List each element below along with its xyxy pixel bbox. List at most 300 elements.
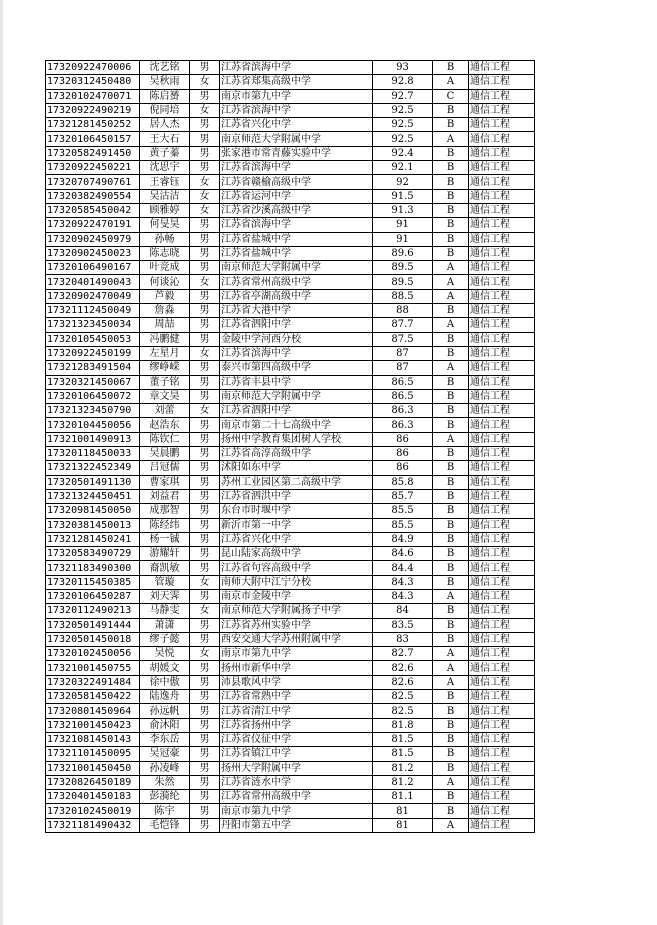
table-row [46,218,535,232]
exam-number-cell: 17320707490761 [46,175,140,189]
gender-cell: 男 [190,447,220,461]
major-cell: 通信工程 [469,361,535,375]
gender-cell: 女 [190,275,220,289]
gender-cell: 男 [190,432,220,446]
exam-number-cell: 17320401450183 [46,790,140,804]
school-cell: 江苏省镇江中学 [220,747,373,761]
grade-cell: A [433,432,469,446]
gender-cell: 男 [190,618,220,632]
student-name-cell: 陈启赟 [140,89,190,103]
table-row [46,189,535,203]
major-cell: 通信工程 [469,161,535,175]
grade-cell: B [433,804,469,818]
student-name-cell: 沈艺铭 [140,61,190,75]
score-cell: 81.5 [373,747,433,761]
student-name-cell: 顾雅婷 [140,203,190,217]
grade-cell: B [433,504,469,518]
table-row [46,289,535,303]
gender-cell: 男 [190,547,220,561]
grade-cell: B [433,489,469,503]
student-name-cell: 章文昊 [140,389,190,403]
exam-number-cell: 17320581450422 [46,690,140,704]
school-cell: 张家港市常青藤实验中学 [220,146,373,160]
grade-cell: A [433,818,469,832]
gender-cell: 男 [190,532,220,546]
exam-number-cell: 17320382490554 [46,189,140,203]
student-name-cell: 刘天霁 [140,589,190,603]
exam-number-cell: 17321101450095 [46,747,140,761]
gender-cell: 男 [190,261,220,275]
major-cell: 通信工程 [469,775,535,789]
grade-cell: B [433,332,469,346]
grade-cell: B [433,704,469,718]
student-name-cell: 吴秋雨 [140,75,190,89]
student-name-cell: 赵浩东 [140,418,190,432]
school-cell: 江苏省兴化中学 [220,118,373,132]
exam-number-cell: 17321322452349 [46,461,140,475]
table-row [46,89,535,103]
student-name-cell: 陈宇 [140,804,190,818]
exam-number-cell: 17320381450013 [46,518,140,532]
major-cell: 通信工程 [469,532,535,546]
exam-number-cell: 17320112490213 [46,604,140,618]
table-row [46,761,535,775]
major-cell: 通信工程 [469,690,535,704]
school-cell: 扬州大学附属中学 [220,761,373,775]
exam-number-cell: 17320104450056 [46,418,140,432]
exam-number-cell: 17321323450034 [46,318,140,332]
gender-cell: 男 [190,704,220,718]
gender-cell: 男 [190,718,220,732]
score-cell: 85.8 [373,475,433,489]
grade-cell: A [433,275,469,289]
major-cell: 通信工程 [469,232,535,246]
student-name-cell: 徐中傲 [140,675,190,689]
grade-cell: B [433,375,469,389]
score-cell: 82.6 [373,675,433,689]
grade-cell: B [433,761,469,775]
exam-number-cell: 17320322491484 [46,675,140,689]
exam-number-cell: 17320102450019 [46,804,140,818]
school-cell: 昆山陆家高级中学 [220,547,373,561]
exam-number-cell: 17320501491130 [46,475,140,489]
school-cell: 江苏省扬州中学 [220,718,373,732]
score-cell: 91 [373,232,433,246]
school-cell: 泰兴市第四高级中学 [220,361,373,375]
score-cell: 82.6 [373,661,433,675]
major-cell: 通信工程 [469,404,535,418]
student-name-cell: 游耀轩 [140,547,190,561]
gender-cell: 男 [190,232,220,246]
major-cell: 通信工程 [469,632,535,646]
school-cell: 江苏省丰县中学 [220,375,373,389]
major-cell: 通信工程 [469,418,535,432]
score-cell: 92.7 [373,89,433,103]
major-cell: 通信工程 [469,289,535,303]
grade-cell: B [433,146,469,160]
gender-cell: 男 [190,661,220,675]
score-cell: 84.3 [373,589,433,603]
grade-cell: B [433,218,469,232]
table-row [46,161,535,175]
table-row [46,718,535,732]
exam-number-cell: 17320902450023 [46,246,140,260]
school-cell: 江苏省常熟中学 [220,690,373,704]
score-cell: 86 [373,447,433,461]
grade-cell: B [433,604,469,618]
score-cell: 87.5 [373,332,433,346]
exam-number-cell: 17320922490219 [46,103,140,117]
exam-number-cell: 17321323450790 [46,404,140,418]
major-cell: 通信工程 [469,261,535,275]
school-cell: 江苏省盐城中学 [220,232,373,246]
student-name-cell: 吕冠儒 [140,461,190,475]
major-cell: 通信工程 [469,432,535,446]
major-cell: 通信工程 [469,461,535,475]
school-cell: 江苏省沙溪高级中学 [220,203,373,217]
gender-cell: 女 [190,346,220,360]
student-name-cell: 刘益君 [140,489,190,503]
table-row [46,775,535,789]
major-cell: 通信工程 [469,575,535,589]
school-cell: 南京师范大学附属扬子中学 [220,604,373,618]
score-cell: 81.1 [373,790,433,804]
school-cell: 金陵中学河西分校 [220,332,373,346]
student-name-cell: 李东岳 [140,732,190,746]
gender-cell: 男 [190,318,220,332]
school-cell: 江苏省涟水中学 [220,775,373,789]
gender-cell: 女 [190,203,220,217]
table-row [46,61,535,75]
table-row [46,461,535,475]
table-row [46,547,535,561]
school-cell: 南京师范大学附属中学 [220,261,373,275]
table-row [46,489,535,503]
student-name-cell: 黄子蓁 [140,146,190,160]
score-cell: 86.5 [373,389,433,403]
grade-cell: B [433,418,469,432]
grade-cell: B [433,404,469,418]
student-name-cell: 董子铭 [140,375,190,389]
exam-number-cell: 17321183490300 [46,561,140,575]
score-cell: 92.4 [373,146,433,160]
major-cell: 通信工程 [469,332,535,346]
school-cell: 南京市第二十七高级中学 [220,418,373,432]
student-name-cell: 左星月 [140,346,190,360]
student-name-cell: 冯鹏健 [140,332,190,346]
school-cell: 江苏省滨海中学 [220,161,373,175]
exam-number-cell: 17320902470049 [46,289,140,303]
grade-cell: B [433,532,469,546]
grade-cell: A [433,775,469,789]
score-cell: 91.3 [373,203,433,217]
grade-cell: A [433,647,469,661]
table-row [46,232,535,246]
grade-cell: B [433,103,469,117]
gender-cell: 男 [190,632,220,646]
exam-number-cell: 17320102470071 [46,89,140,103]
score-cell: 92.1 [373,161,433,175]
major-cell: 通信工程 [469,561,535,575]
major-cell: 通信工程 [469,375,535,389]
table-row [46,447,535,461]
score-cell: 82.5 [373,690,433,704]
score-cell: 92.5 [373,132,433,146]
score-cell: 81 [373,804,433,818]
school-cell: 江苏省常州高级中学 [220,790,373,804]
table-row [46,246,535,260]
gender-cell: 男 [190,418,220,432]
table-row [46,175,535,189]
grade-cell: A [433,589,469,603]
score-cell: 86.3 [373,404,433,418]
grade-cell: B [433,203,469,217]
exam-number-cell: 17321283491504 [46,361,140,375]
major-cell: 通信工程 [469,489,535,503]
major-cell: 通信工程 [469,804,535,818]
score-cell: 87 [373,346,433,360]
score-cell: 86 [373,432,433,446]
major-cell: 通信工程 [469,275,535,289]
page-edge [0,0,3,925]
student-name-cell: 何谈沁 [140,275,190,289]
school-cell: 苏州工业园区第二高级中学 [220,475,373,489]
table-row [46,575,535,589]
school-cell: 江苏省句容高级中学 [220,561,373,575]
table-row [46,790,535,804]
exam-number-cell: 17321001450450 [46,761,140,775]
major-cell: 通信工程 [469,304,535,318]
table-row [46,418,535,432]
exam-number-cell: 17320501450018 [46,632,140,646]
gender-cell: 男 [190,389,220,403]
gender-cell: 男 [190,818,220,832]
major-cell: 通信工程 [469,132,535,146]
table-row [46,561,535,575]
major-cell: 通信工程 [469,790,535,804]
score-cell: 81.5 [373,732,433,746]
student-name-cell: 詹淼 [140,304,190,318]
exam-number-cell: 17320922450221 [46,161,140,175]
major-cell: 通信工程 [469,661,535,675]
school-cell: 丹阳市第五中学 [220,818,373,832]
exam-number-cell: 17320826450189 [46,775,140,789]
student-name-cell: 萧潇 [140,618,190,632]
exam-number-cell: 17321081450143 [46,732,140,746]
student-name-cell: 吴悦 [140,647,190,661]
table-row [46,732,535,746]
exam-number-cell: 17320501491444 [46,618,140,632]
major-cell: 通信工程 [469,475,535,489]
score-cell: 87.7 [373,318,433,332]
school-cell: 南师大附中江宁分校 [220,575,373,589]
student-name-cell: 管璇 [140,575,190,589]
gender-cell: 男 [190,504,220,518]
school-cell: 东台市时堰中学 [220,504,373,518]
table-row [46,318,535,332]
exam-number-cell: 17320115450385 [46,575,140,589]
gender-cell: 男 [190,132,220,146]
school-cell: 江苏省亭湖高级中学 [220,289,373,303]
table-row [46,375,535,389]
school-cell: 新沂市第一中学 [220,518,373,532]
table-row [46,261,535,275]
student-name-cell: 杨一铖 [140,532,190,546]
school-cell: 扬州市新华中学 [220,661,373,675]
school-cell: 江苏省滨海中学 [220,346,373,360]
gender-cell: 男 [190,747,220,761]
school-cell: 南京市第九中学 [220,89,373,103]
grade-cell: B [433,790,469,804]
table-row [46,389,535,403]
student-name-cell: 陈钦仁 [140,432,190,446]
gender-cell: 男 [190,361,220,375]
gender-cell: 男 [190,89,220,103]
score-cell: 93 [373,61,433,75]
school-cell: 西安交通大学苏州附属中学 [220,632,373,646]
exam-number-cell: 17320922470191 [46,218,140,232]
table-row [46,361,535,375]
exam-number-cell: 17320106450287 [46,589,140,603]
grade-cell: B [433,475,469,489]
admission-roster-table [45,60,535,833]
grade-cell: B [433,718,469,732]
student-name-cell: 吴冠豪 [140,747,190,761]
school-cell: 江苏省高淳高级中学 [220,447,373,461]
score-cell: 89.5 [373,275,433,289]
major-cell: 通信工程 [469,118,535,132]
exam-number-cell: 17320106490167 [46,261,140,275]
score-cell: 84.9 [373,532,433,546]
grade-cell: A [433,661,469,675]
table-row [46,675,535,689]
grade-cell: B [433,175,469,189]
gender-cell: 男 [190,375,220,389]
student-name-cell: 吴晨鹏 [140,447,190,461]
gender-cell: 女 [190,404,220,418]
school-cell: 江苏省大港中学 [220,304,373,318]
gender-cell: 女 [190,75,220,89]
score-cell: 91.5 [373,189,433,203]
table-row [46,304,535,318]
major-cell: 通信工程 [469,103,535,117]
exam-number-cell: 17320585450042 [46,203,140,217]
major-cell: 通信工程 [469,718,535,732]
school-cell: 江苏省仪征中学 [220,732,373,746]
exam-number-cell: 17320902450979 [46,232,140,246]
gender-cell: 男 [190,475,220,489]
exam-number-cell: 17320922470006 [46,61,140,75]
school-cell: 南京师范大学附属中学 [220,132,373,146]
score-cell: 84.6 [373,547,433,561]
exam-number-cell: 17320922450199 [46,346,140,360]
score-cell: 88 [373,304,433,318]
score-cell: 89.6 [373,246,433,260]
major-cell: 通信工程 [469,518,535,532]
exam-number-cell: 17320981450050 [46,504,140,518]
grade-cell: B [433,690,469,704]
student-name-cell: 马静雯 [140,604,190,618]
major-cell: 通信工程 [469,175,535,189]
school-cell: 江苏省盐城中学 [220,246,373,260]
grade-cell: A [433,132,469,146]
table-row [46,589,535,603]
grade-cell: B [433,389,469,403]
grade-cell: B [433,461,469,475]
score-cell: 82.7 [373,647,433,661]
table-row [46,118,535,132]
score-cell: 81.8 [373,718,433,732]
student-name-cell: 陈经纬 [140,518,190,532]
table-row [46,75,535,89]
school-cell: 江苏省兴化中学 [220,532,373,546]
student-name-cell: 芦毅 [140,289,190,303]
roster-body [46,61,535,833]
school-cell: 南京师范大学附属中学 [220,389,373,403]
table-row [46,618,535,632]
major-cell: 通信工程 [469,146,535,160]
major-cell: 通信工程 [469,75,535,89]
score-cell: 92.8 [373,75,433,89]
score-cell: 81.2 [373,761,433,775]
grade-cell: B [433,61,469,75]
school-cell: 南京市第九中学 [220,647,373,661]
major-cell: 通信工程 [469,675,535,689]
student-name-cell: 孙凌峰 [140,761,190,775]
major-cell: 通信工程 [469,589,535,603]
school-cell: 南京市金陵中学 [220,589,373,603]
exam-number-cell: 17320801450964 [46,704,140,718]
grade-cell: B [433,232,469,246]
school-cell: 江苏省常州高级中学 [220,275,373,289]
gender-cell: 男 [190,246,220,260]
exam-number-cell: 17321001450423 [46,718,140,732]
student-name-cell: 朱然 [140,775,190,789]
exam-number-cell: 17320118450033 [46,447,140,461]
major-cell: 通信工程 [469,647,535,661]
student-name-cell: 曹家琪 [140,475,190,489]
major-cell: 通信工程 [469,61,535,75]
school-cell: 沭阳如东中学 [220,461,373,475]
table-row [46,704,535,718]
school-cell: 江苏省泗阳中学 [220,404,373,418]
score-cell: 87 [373,361,433,375]
major-cell: 通信工程 [469,547,535,561]
gender-cell: 男 [190,561,220,575]
table-row [46,203,535,217]
major-cell: 通信工程 [469,447,535,461]
score-cell: 83 [373,632,433,646]
grade-cell: B [433,246,469,260]
exam-number-cell: 17320102450056 [46,647,140,661]
school-cell: 江苏省滨海中学 [220,103,373,117]
grade-cell: A [433,318,469,332]
grade-cell: A [433,75,469,89]
exam-number-cell: 17321001490913 [46,432,140,446]
score-cell: 85.5 [373,504,433,518]
gender-cell: 男 [190,489,220,503]
grade-cell: B [433,618,469,632]
score-cell: 84.3 [373,575,433,589]
exam-number-cell: 17320106450072 [46,389,140,403]
grade-cell: B [433,575,469,589]
grade-cell: C [433,89,469,103]
table-row [46,604,535,618]
major-cell: 通信工程 [469,761,535,775]
school-cell: 扬州中学教育集团树人学校 [220,432,373,446]
major-cell: 通信工程 [469,203,535,217]
gender-cell: 女 [190,103,220,117]
